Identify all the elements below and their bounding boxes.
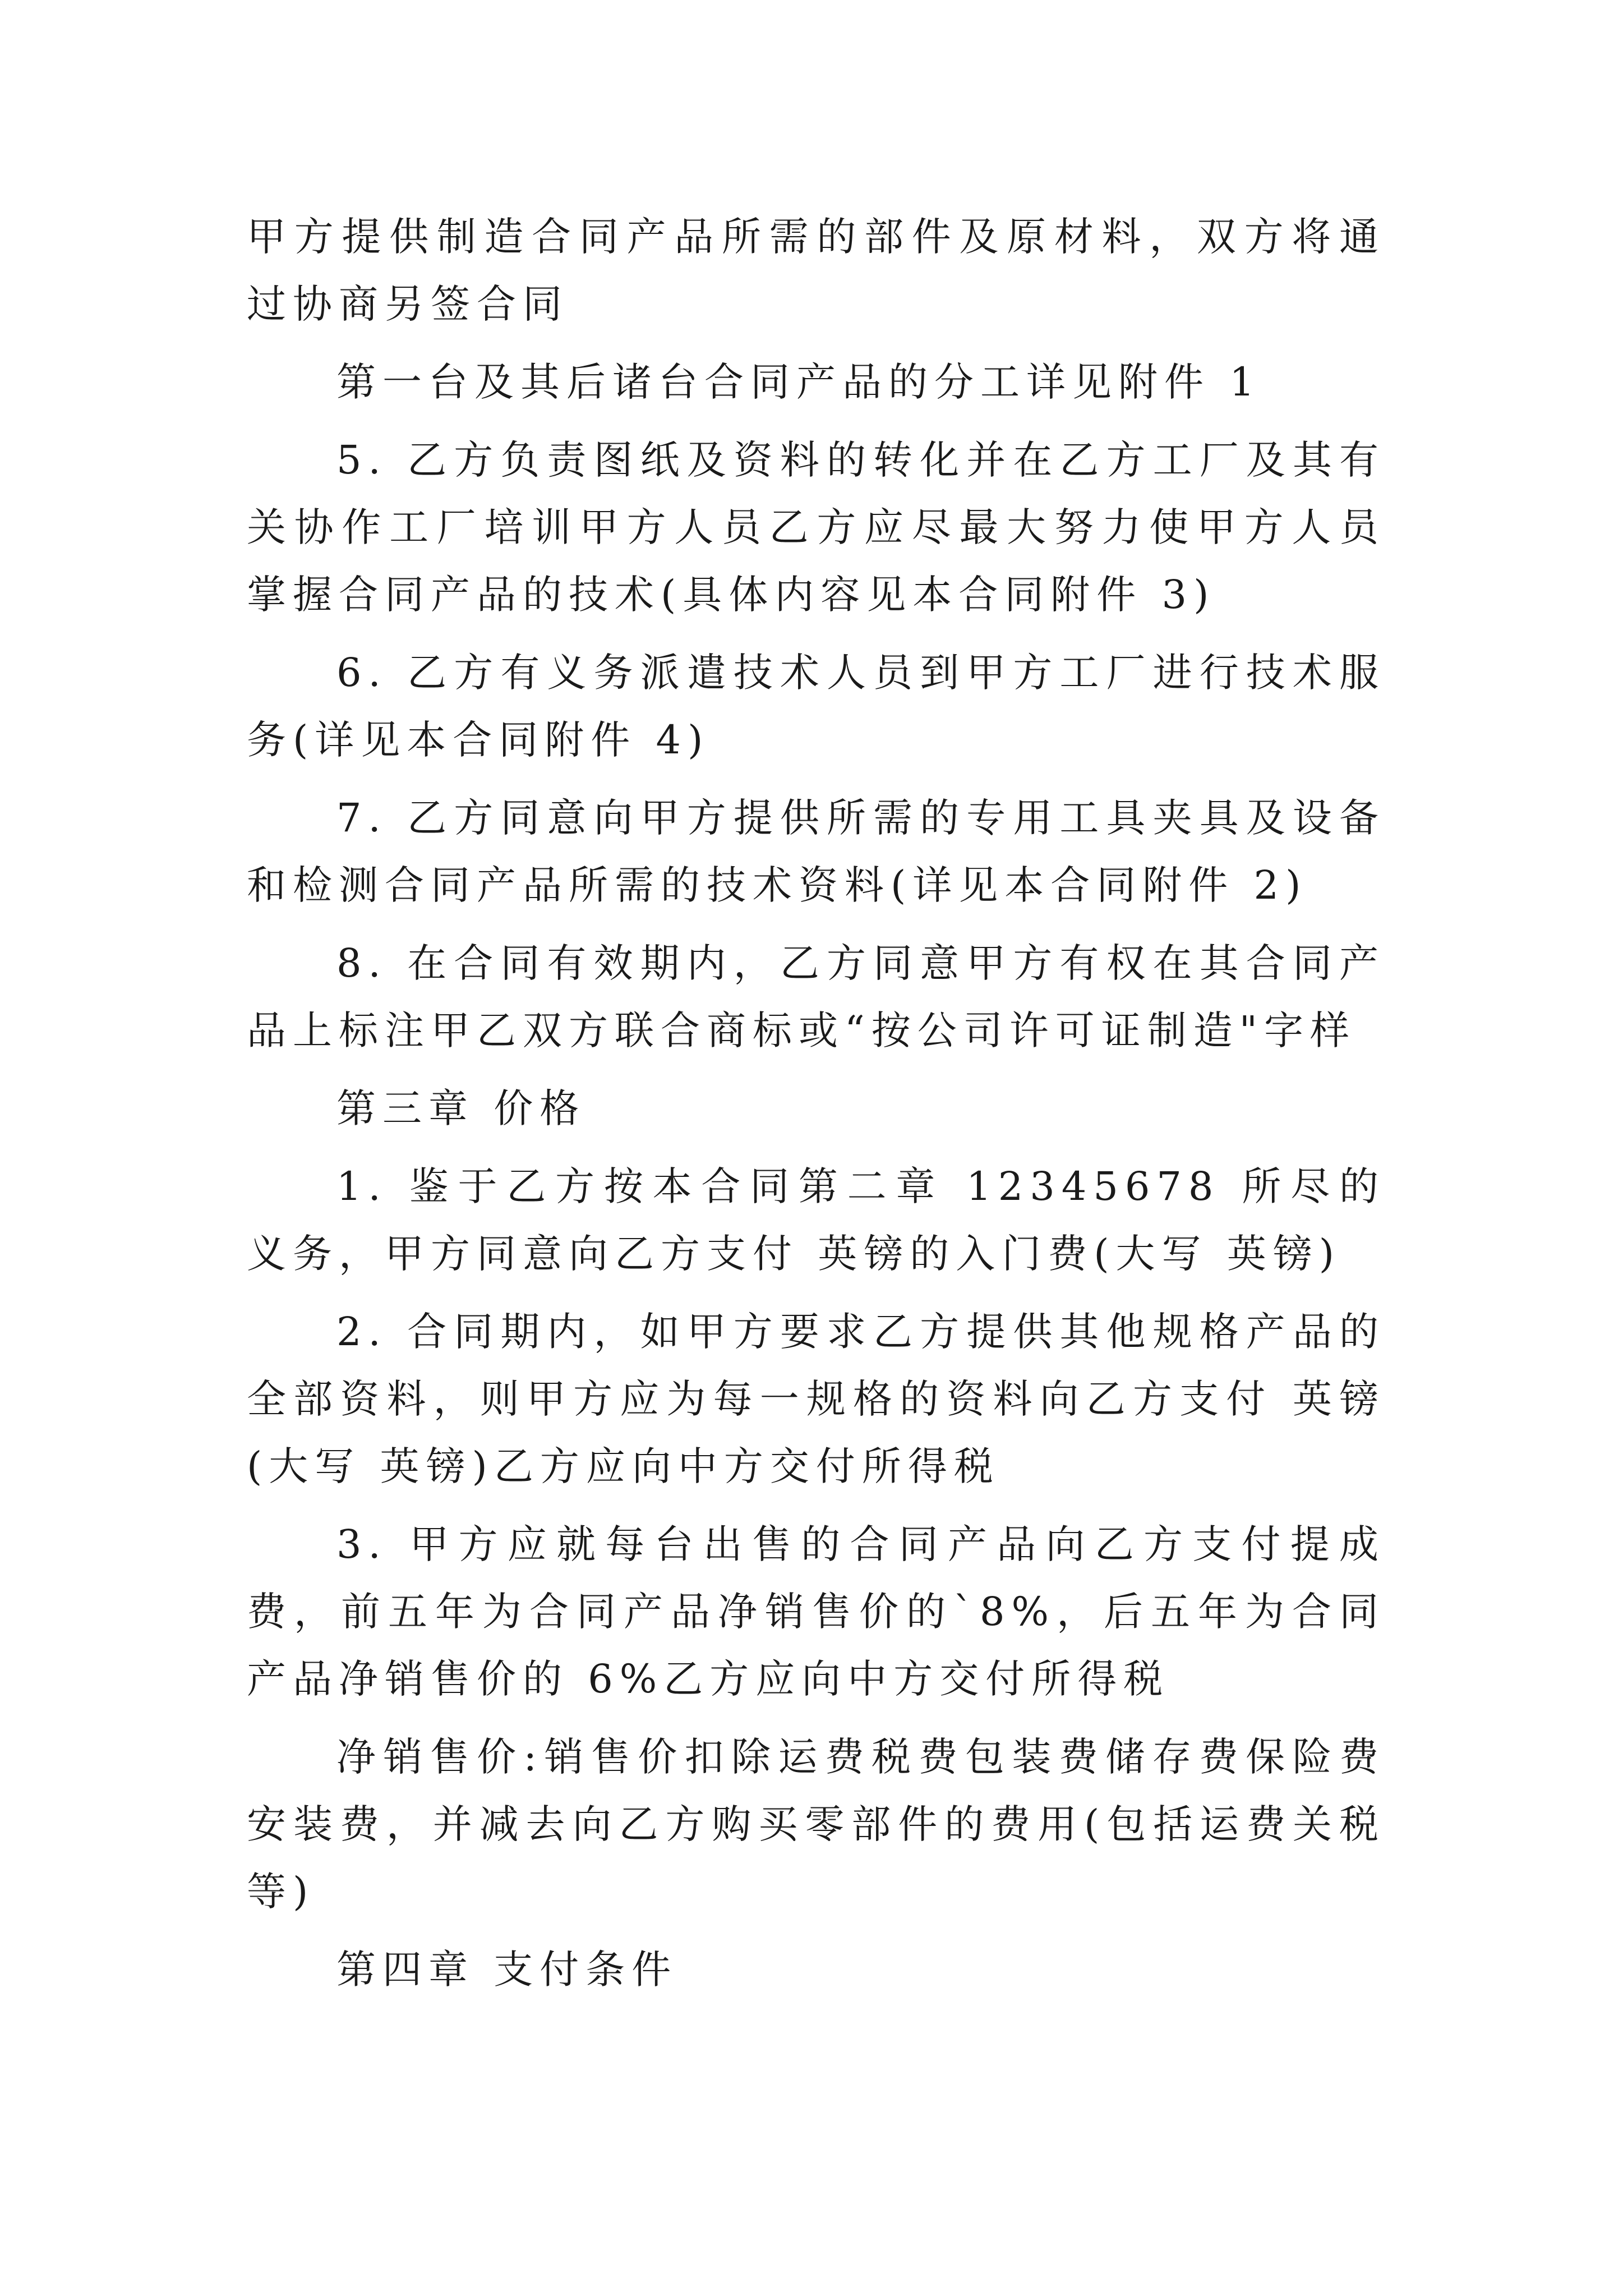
- paragraph-item-5: 5. 乙方负责图纸及资料的转化并在乙方工厂及其有关协作工厂培训甲方人员乙方应尽最大努力使甲方人员掌握合同产品的技术(具体内容见本合同附件 3): [247, 437, 1385, 618]
- paragraph-item-7: 7. 乙方同意向甲方提供所需的专用工具夹具及设备和检测合同产品所需的技术资料(详见本合同附件 2): [247, 795, 1385, 908]
- paragraph-continuation: 甲方提供制造合同产品所需的部件及原材料，双方将通过协商另签合同: [247, 214, 1385, 327]
- paragraph-item-6: 6. 乙方有义务派遣技术人员到甲方工厂进行技术服务(详见本合同附件 4): [247, 650, 1385, 763]
- paragraph-net-price: 净销售价:销售价扣除运费税费包装费储存费保险费安装费，并减去向乙方购买零部件的费用(包括运费关税等): [247, 1734, 1385, 1915]
- paragraph-price-3: 3. 甲方应就每台出售的合同产品向乙方支付提成费，前五年为合同产品净销售价的`8%，后五年为合同产品净销售价的 6%乙方应向中方交付所得税: [247, 1521, 1385, 1702]
- paragraph-division-of-work: 第一台及其后诸台合同产品的分工详见附件 1: [336, 359, 1261, 405]
- paragraph-price-2: 2. 合同期内，如甲方要求乙方提供其他规格产品的全部资料，则甲方应为每一规格的资料向乙方支付 英镑(大写 英镑)乙方应向中方交付所得税: [247, 1309, 1385, 1489]
- paragraph-price-1: 1. 鉴于乙方按本合同第二章 12345678 所尽的义务，甲方同意向乙方支付 英镑的入门费(大写 英镑): [247, 1163, 1385, 1277]
- paragraph-item-8: 8. 在合同有效期内，乙方同意甲方有权在其合同产品上标注甲乙双方联合商标或“按公司许可证制造"字样: [247, 940, 1385, 1053]
- document-body: [247, 203, 1385, 2014]
- chapter-3-heading: 第三章 价格: [336, 1085, 586, 1131]
- chapter-4-heading: 第四章 支付条件: [336, 1947, 678, 1993]
